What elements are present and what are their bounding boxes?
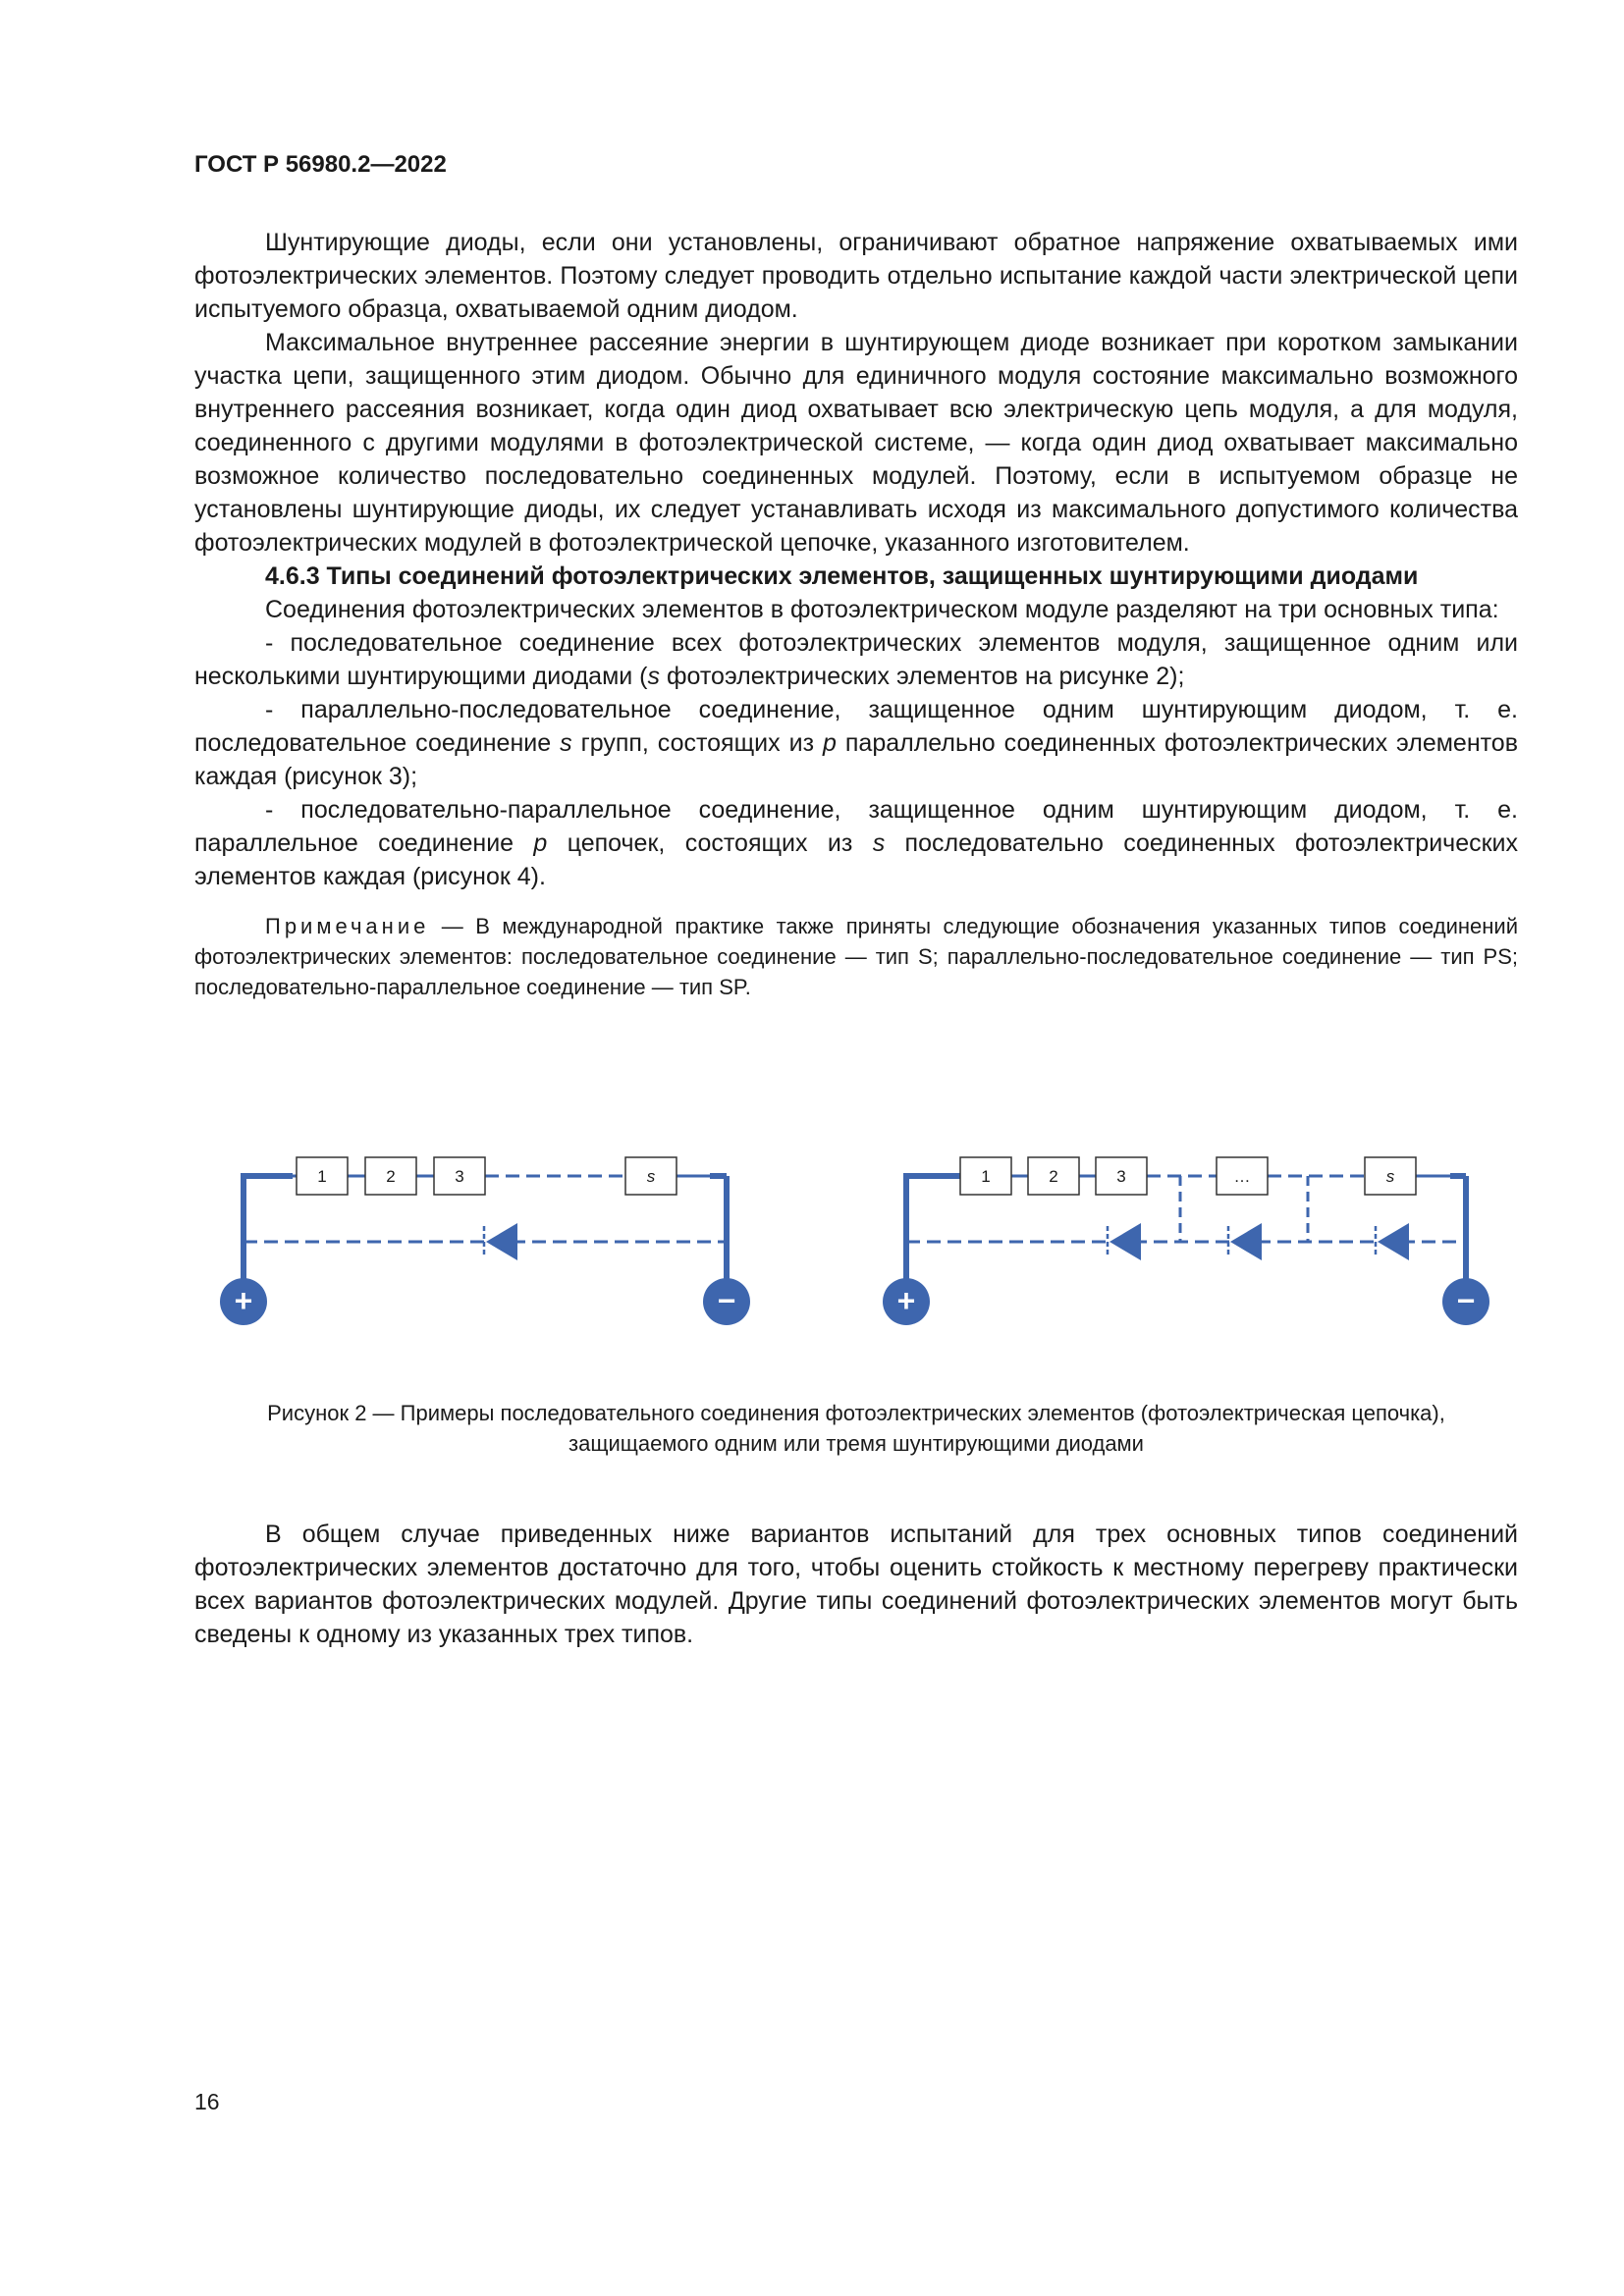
variable-s: s [560, 729, 572, 757]
diagram-series-one-diode [220, 1157, 750, 1325]
circuit-diagrams [194, 1129, 1518, 1355]
list-item-text: фотоэлектрических элементов на рисунке 2); [660, 663, 1185, 690]
section-heading-4-6-3: 4.6.3 Типы соединений фотоэлектрических элементов, защищенных шунтирующими диодами [265, 562, 1419, 590]
note-text: — В международной практике также приняты следующие обозначения указанных типов соединений фотоэлектрических элементов: последовательное соединение — тип S; параллельно-последовательное соединение — тип PS; последовательно-параллельное соединение — тип SP. [194, 914, 1518, 999]
closing-section [194, 1518, 1518, 1651]
cell-label: 3 [455, 1167, 464, 1186]
variable-s: s [647, 663, 660, 690]
paragraph-max-dissipation: Максимальное внутреннее рассеяние энергии в шунтирующем диоде возникает при коротком замыкании участка цепи, защищенного этим диодом. Обычно для единичного модуля состояние максимально возможного внутреннего рассеяния возникает, когда один диод охватывает всю электрическую цепь модуля, а для модуля, соединенного с другими модулями в фотоэлектрической системе, — когда один диод охватывает максимально возможное количество последовательно соединенных модулей. Поэтому, если в испытуемом образце не установлены шунтирующие диоды, их следует устанавливать исходя из максимального допустимого количества фотоэлектрических модулей в фотоэлектрической цепочке, указанного изготовителем. [194, 329, 1518, 557]
cell-label: 2 [1049, 1167, 1058, 1186]
bypass-diode-icon [1376, 1223, 1409, 1260]
bypass-diode-icon [1108, 1223, 1141, 1260]
cell-label: 1 [317, 1167, 327, 1186]
list-item-text: последовательно соединенных фотоэлектрических элементов каждая (рисунок 4). [194, 829, 1519, 890]
list-item-text: - параллельно-последовательное соединение, защищенное одним шунтирующим диодом, т. е. последовательное соединение [194, 696, 1518, 757]
cell-label: s [646, 1167, 656, 1186]
list-item-series [194, 626, 1518, 693]
variable-s: s [872, 829, 886, 857]
list-item-text: групп, состоящих из [571, 729, 823, 757]
figure-caption: Рисунок 2 — Примеры последовательного соединения фотоэлектрических элементов (фотоэлектрическая цепочка), защищаемого одним или тремя шунтирующими диодами [267, 1401, 1445, 1456]
bypass-diode-icon [484, 1223, 517, 1260]
bypass-diode-icon [1228, 1223, 1262, 1260]
variable-p: p [533, 829, 548, 857]
cell-label: … [1233, 1167, 1251, 1186]
cell-label: s [1385, 1167, 1395, 1186]
paragraph-connection-types: Соединения фотоэлектрических элементов в фотоэлектрическом модуле разделяют на три основных типа: [265, 596, 1499, 623]
list-item-text: параллельно соединенных фотоэлектрических элементов каждая (рисунок 3); [194, 729, 1518, 790]
paragraph-closing: В общем случае приведенных ниже вариантов испытаний для трех основных типов соединений фотоэлектрических элементов достаточно для того, чтобы оценить стойкость к местному перегреву практически всех вариантов фотоэлектрических модулей. Другие типы соединений фотоэлектрических элементов могут быть сведены к одному из указанных трех типов. [194, 1521, 1518, 1648]
variable-p: p [823, 729, 837, 757]
note [194, 911, 1518, 1002]
list-item-text: - последовательно-параллельное соединение, защищенное одним шунтирующим диодом, т. е. параллельное соединение [194, 796, 1518, 857]
plus-symbol: + [234, 1283, 253, 1318]
note-label: Примечание [265, 914, 430, 938]
cell-label: 1 [981, 1167, 991, 1186]
diagram-series-three-diodes [883, 1157, 1489, 1325]
cell-label: 3 [1116, 1167, 1126, 1186]
paragraph-bypass-diodes: Шунтирующие диоды, если они установлены, ограничивают обратное напряжение охватываемых ими фотоэлектрических элементов. Поэтому следует проводить отдельно испытание каждой части электрической цепи испытуемого образца, охватываемой одним диодом. [194, 229, 1518, 323]
list-item-series-parallel [194, 793, 1518, 893]
list-item-parallel-series [194, 693, 1518, 793]
plus-symbol: + [896, 1283, 916, 1318]
figure-2 [194, 1129, 1518, 1360]
body-text [194, 226, 1518, 1002]
cell-label: 2 [386, 1167, 396, 1186]
list-item-text: цепочек, состоящих из [547, 829, 873, 857]
minus-symbol: − [717, 1283, 736, 1318]
minus-symbol: − [1456, 1283, 1476, 1318]
page-number: 16 [194, 2089, 220, 2114]
list-item-text: - последовательное соединение всех фотоэлектрических элементов модуля, защищенное одним или несколькими шунтирующими диодами ( [194, 629, 1518, 690]
document-header: ГОСТ Р 56980.2—2022 [194, 151, 447, 178]
